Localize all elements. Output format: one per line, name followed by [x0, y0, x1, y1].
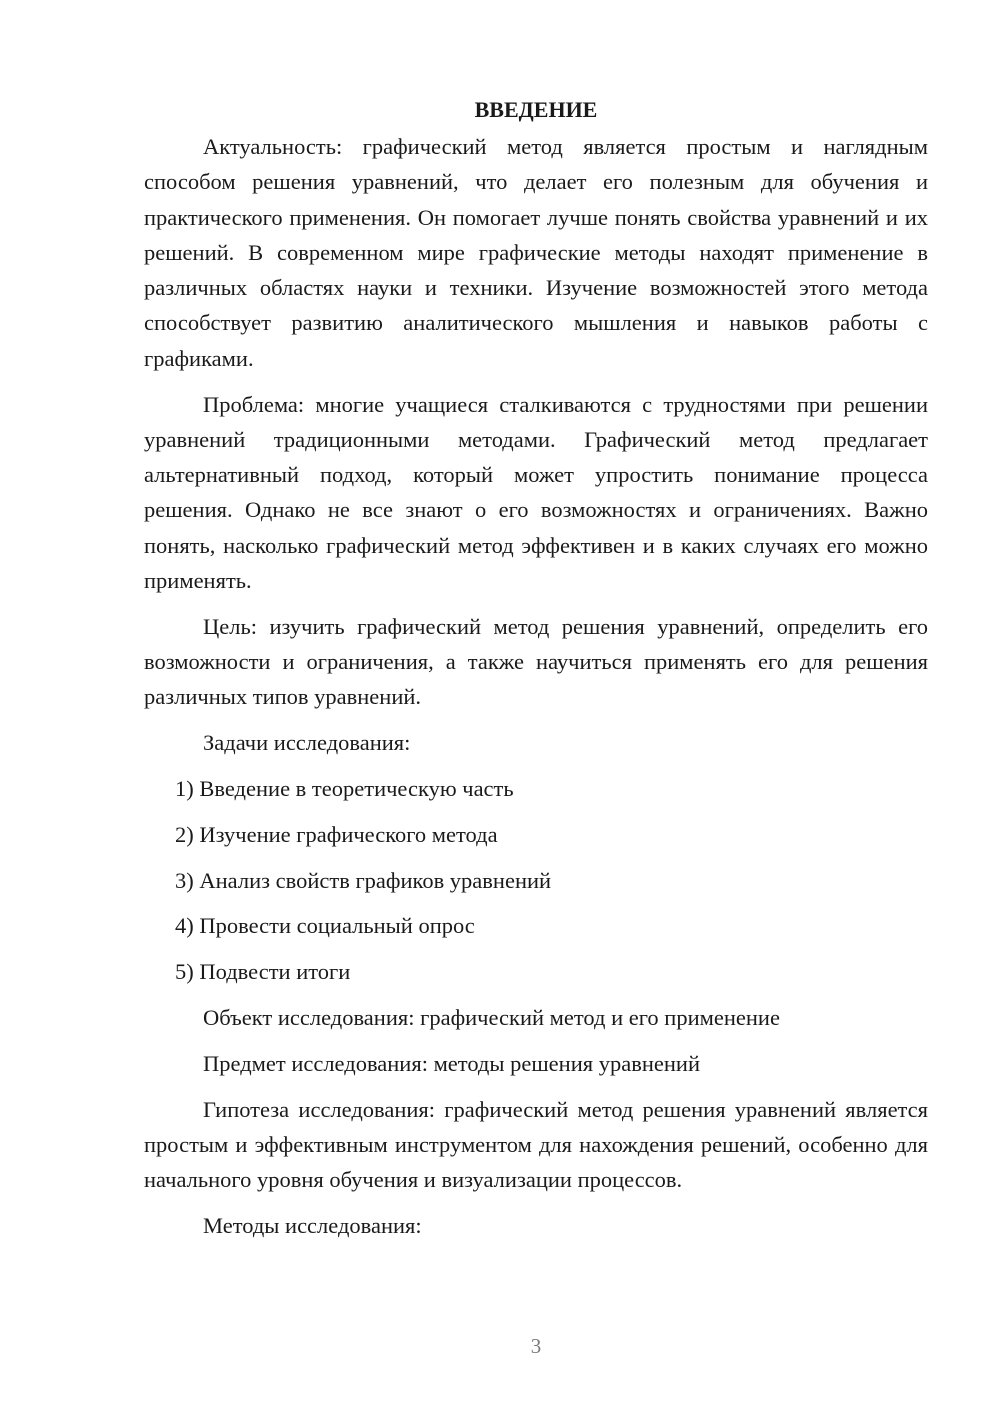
task-item: 1) Введение в теоретическую часть — [175, 776, 514, 802]
methods-heading: Методы исследования: — [203, 1213, 422, 1239]
hypothesis-paragraph: Гипотеза исследования: графический метод решения уравнений является простым и эффективным инструментом для нахождения решений, особенно для начального уровня обучения и визуализации процессов. — [144, 1096, 928, 1193]
task-item: 4) Провести социальный опрос — [175, 913, 475, 939]
page-content — [144, 92, 928, 1254]
problem-paragraph: Проблема: многие учащиеся сталкиваются с трудностями при решении уравнений традиционными методами. Графический метод предлагает альтернативный подход, который может упростить понимание процесса решения. Однако не все знают о его возможностях и ограничениях. Важно понять, насколько графический метод эффективен и в каких случаях его можно применять. — [144, 391, 928, 594]
research-subject: Предмет исследования: методы решения уравнений — [203, 1050, 700, 1076]
task-item: 5) Подвести итоги — [175, 959, 351, 985]
page-number: 3 — [530, 1334, 542, 1358]
section-title: ВВЕДЕНИЕ — [474, 97, 598, 122]
task-item: 2) Изучение графического метода — [175, 821, 498, 847]
goal-paragraph: Цель: изучить графический метод решения уравнений, определить его возможности и ограничения, а также научиться применять его для решения различных типов уравнений. — [144, 613, 928, 710]
research-object: Объект исследования: графический метод и его применение — [203, 1005, 780, 1031]
relevance-paragraph: Актуальность: графический метод является простым и наглядным способом решения уравнений, что делает его полезным для обучения и практического применения. Он помогает лучше понять свойства уравнений и их решений. В современном мире графические методы находят применение в различных областях науки и техники. Изучение возможностей этого метода способствует развитию аналитического мышления и навыков работы с графиками. — [144, 134, 928, 371]
tasks-heading: Задачи исследования: — [203, 730, 411, 756]
task-item: 3) Анализ свойств графиков уравнений — [175, 867, 552, 893]
